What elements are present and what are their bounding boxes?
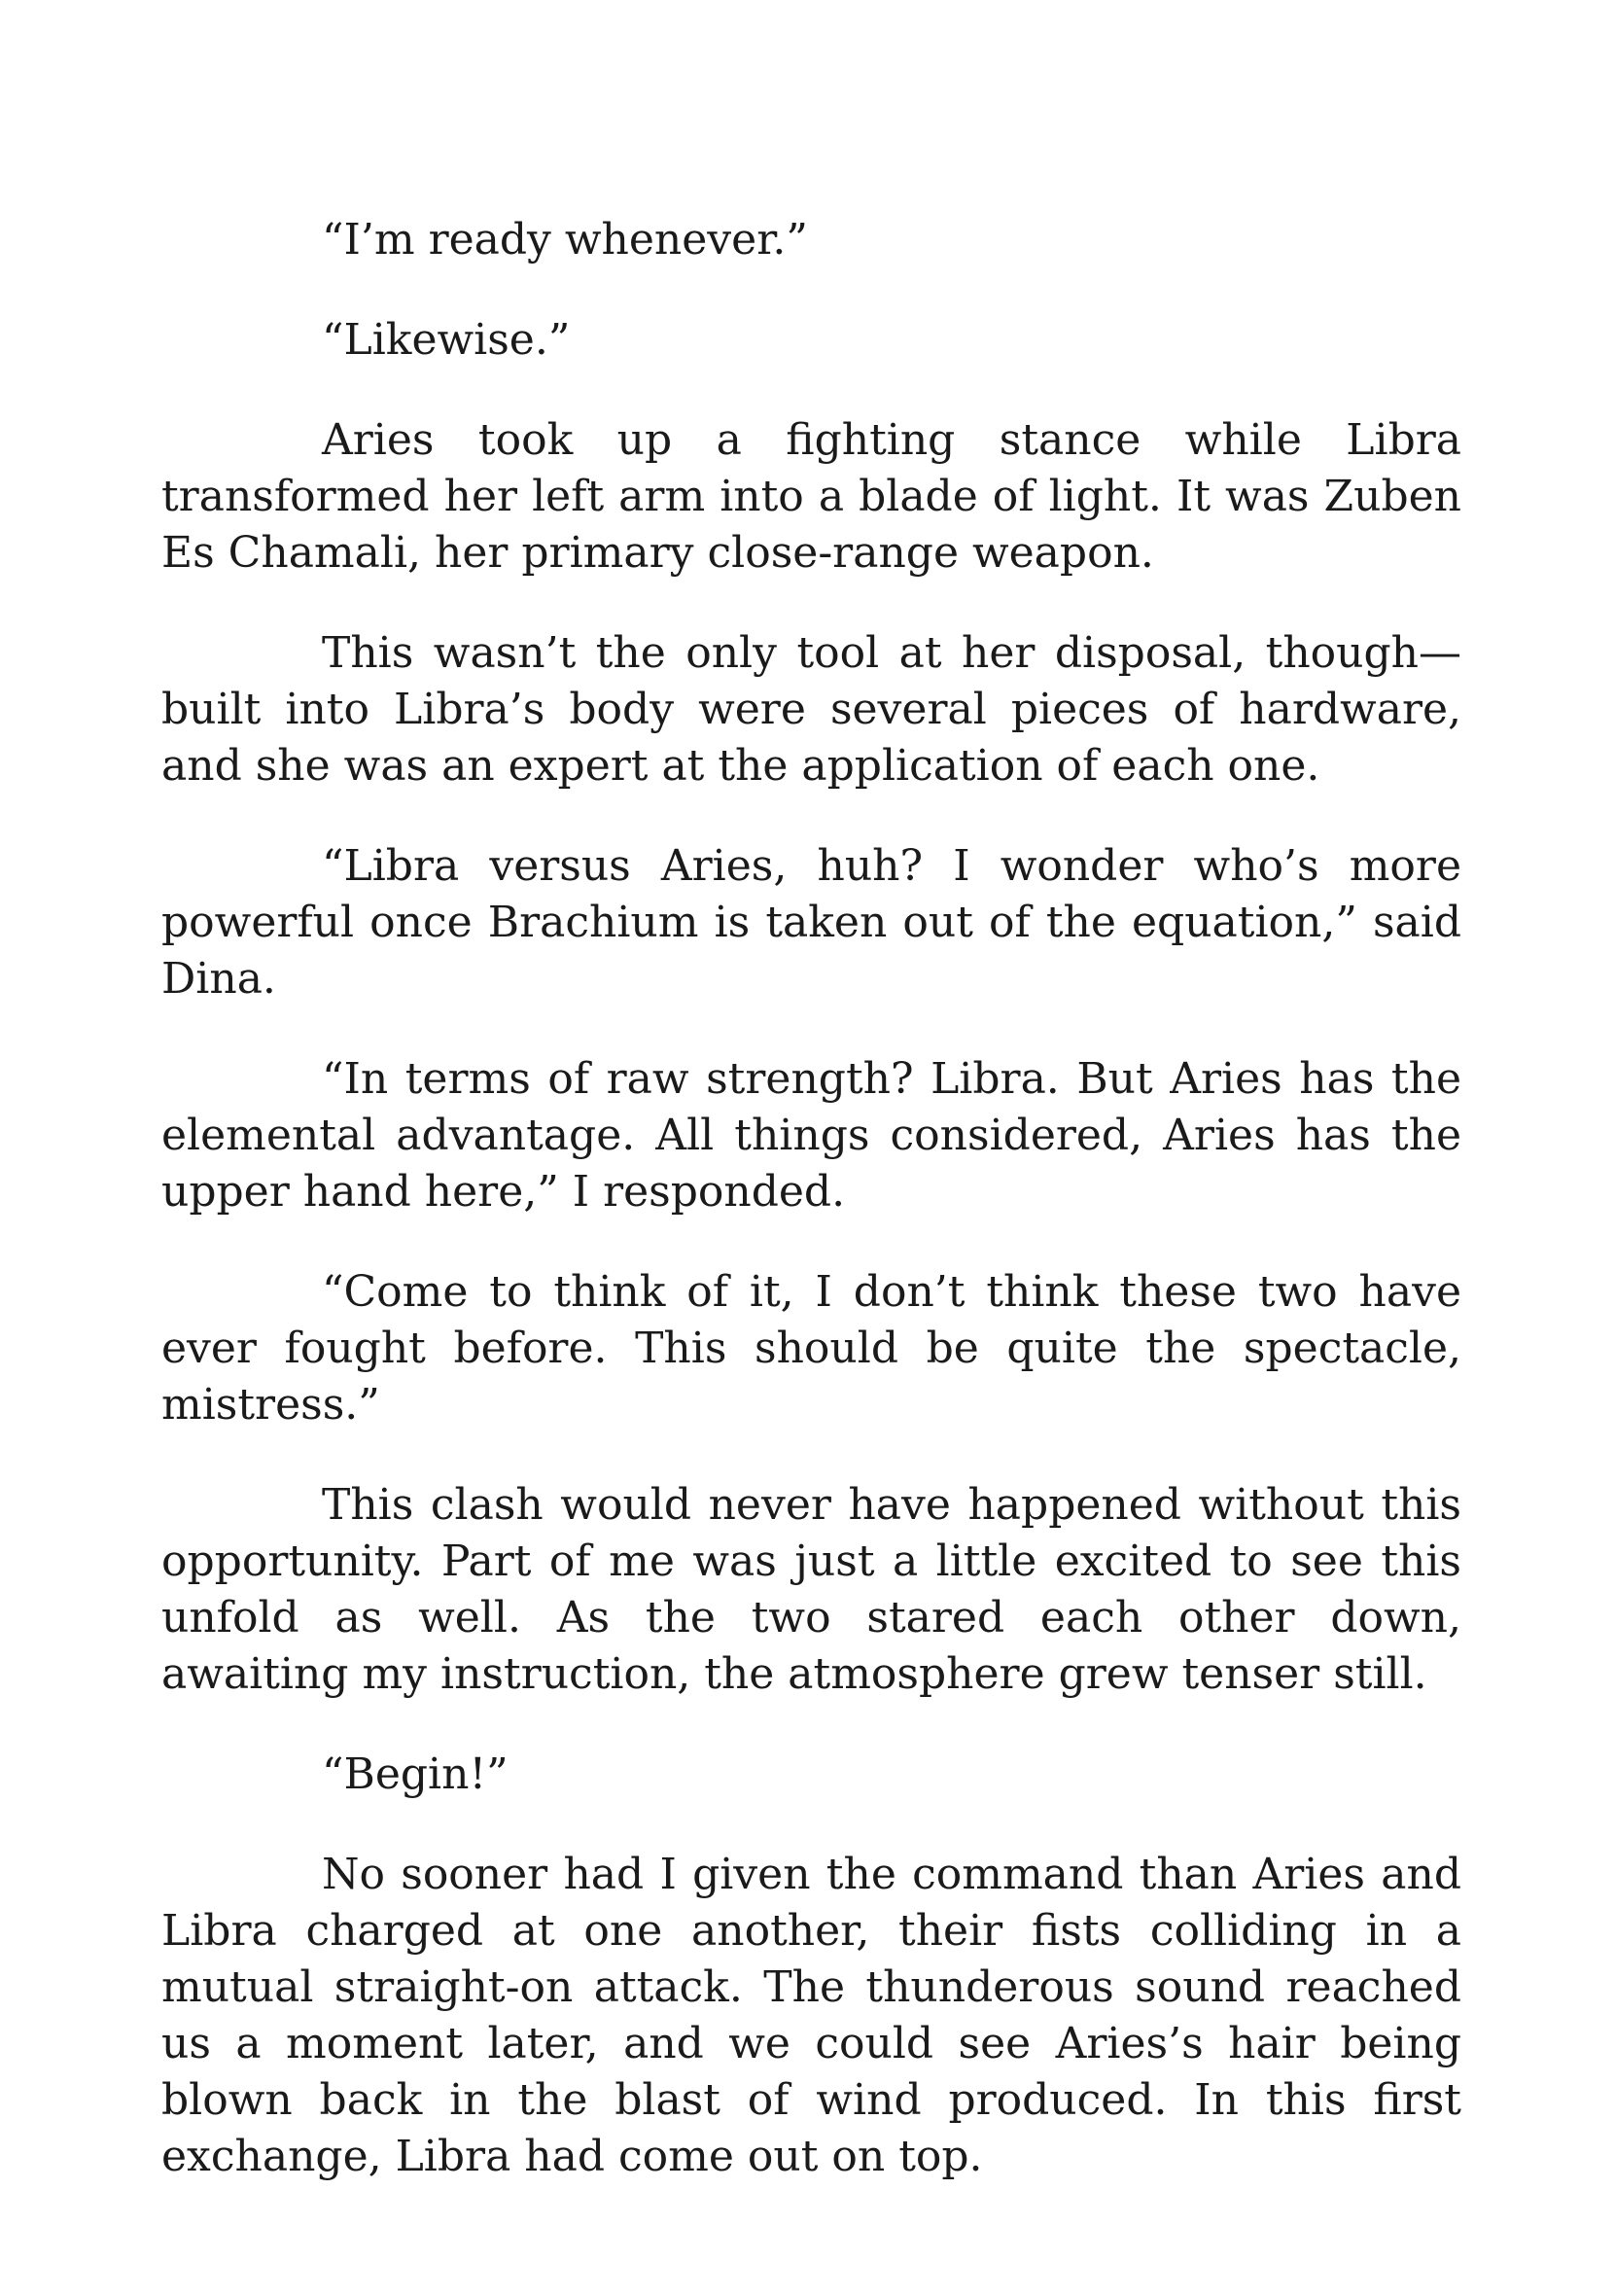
paragraph: “Begin!” bbox=[322, 1749, 509, 1799]
paragraph: “In terms of raw strength? Libra. But Aries has the elemental advantage. All things considered, Aries has the upper hand here,” I responded. bbox=[161, 1054, 1461, 1217]
page-body bbox=[161, 212, 1461, 2229]
paragraph: This wasn’t the only tool at her disposal, though—built into Libra’s body were several pieces of hardware, and she was an expert at the application of each one. bbox=[161, 628, 1461, 791]
paragraph: No sooner had I given the command than Aries and Libra charged at one another, their fists colliding in a mutual straight-on attack. The thunderous sound reached us a moment later, and we could see Aries’s hair being blown back in the blast of wind produced. In this first exchange, Libra had come out on top. bbox=[161, 1850, 1461, 2181]
paragraph: This clash would never have happened without this opportunity. Part of me was just a little excited to see this unfold as well. As the two stared each other down, awaiting my instruction, the atmosphere grew tenser still. bbox=[161, 1480, 1461, 1699]
paragraph: “I’m ready whenever.” bbox=[322, 215, 808, 265]
paragraph: “Libra versus Aries, huh? I wonder who’s more powerful once Brachium is taken out of the equation,” said Dina. bbox=[161, 841, 1461, 1004]
paragraph: “Likewise.” bbox=[322, 315, 571, 365]
paragraph: “Come to think of it, I don’t think these two have ever fought before. This should be quite the spectacle, mistress.” bbox=[161, 1267, 1461, 1430]
paragraph: Aries took up a fighting stance while Libra transformed her left arm into a blade of light. It was Zuben Es Chamali, her primary close-range weapon. bbox=[161, 415, 1461, 578]
